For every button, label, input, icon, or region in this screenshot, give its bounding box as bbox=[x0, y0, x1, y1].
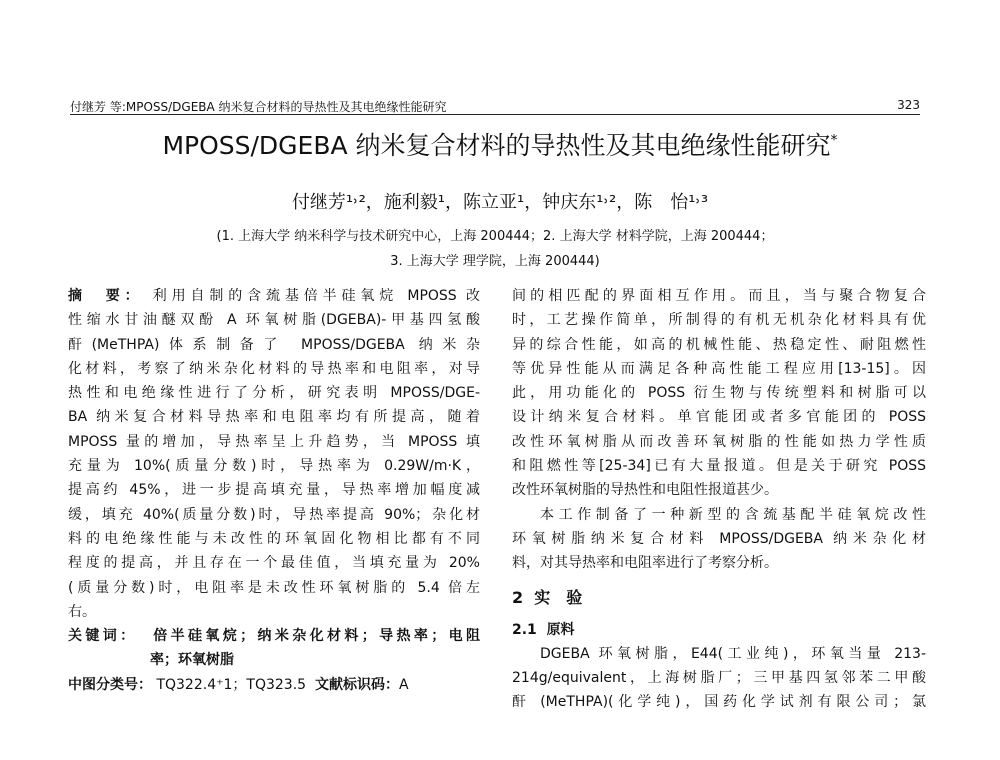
subsection-heading bbox=[512, 618, 926, 642]
subsection-number: 2.1 bbox=[512, 621, 537, 638]
text-line: 和阻燃性等[25-34]已有大量报道。但是关于研究 POSS bbox=[512, 458, 926, 475]
abstract-line: BA 纳米复合材料导热率和电阻率均有所提高，随着 bbox=[68, 409, 480, 426]
text-line: 间的相匹配的界面相互作用。而且，当与聚合物复合 bbox=[512, 288, 926, 304]
paper-title-text: MPOSS/DGEBA 纳米复合材料的导热性及其电绝缘性能研究 bbox=[162, 131, 831, 160]
subsection-title: 原料 bbox=[546, 621, 575, 638]
abstract-line: 料的电绝缘性能与未改性的环氧固化物相比都有不同 bbox=[68, 530, 480, 547]
keywords-line-2: 率；环氧树脂 bbox=[150, 652, 234, 669]
keywords-line bbox=[68, 624, 480, 648]
abstract-line bbox=[68, 284, 480, 308]
abstract-line: 化材料，考察了纳米杂化材料的导热率和电阻率，对导 bbox=[68, 360, 480, 377]
abstract-line: 提高约 45%，进一步提高填充量，导热率增加幅度减 bbox=[68, 482, 480, 499]
text-line: 环氧树脂纳米复合材料 MPOSS/DGEBA 纳米杂化材 bbox=[512, 530, 926, 547]
text-line: 改性环氧树脂从而改善环氧树脂的性能如热力学性质 bbox=[512, 433, 926, 450]
text-line: 料，对其导热率和电阻率进行了考察分析。 bbox=[512, 555, 778, 572]
text-line: 改性环氧树脂的导热性和电阻性报道甚少。 bbox=[512, 482, 778, 499]
keywords-label: 关键词： bbox=[68, 628, 138, 645]
paragraph-1 bbox=[512, 284, 926, 503]
text-line: 设计纳米复合材料。单官能团或者多官能团的 POSS bbox=[512, 409, 926, 426]
paragraph-2 bbox=[512, 503, 926, 576]
paper-title bbox=[70, 126, 930, 162]
title-footnote-mark: * bbox=[830, 132, 838, 149]
text-line: DGEBA 环氧树脂，E44(工业纯)，环氧当量 213- bbox=[540, 645, 926, 662]
abstract-line: 充量为 10%(质量分数)时，导热率为 0.29W/m·K， bbox=[68, 458, 480, 475]
classification bbox=[68, 673, 480, 697]
doc-code-value: A bbox=[398, 676, 409, 693]
section-number: 2 bbox=[512, 587, 524, 607]
abstract bbox=[68, 284, 480, 624]
right-column bbox=[512, 284, 926, 715]
running-header bbox=[70, 98, 920, 115]
clc-value: TQ322.4⁺1；TQ323.5 bbox=[156, 676, 307, 693]
abstract-text: 利用自制的含巯基倍半硅氧烷 MPOSS 改 bbox=[152, 288, 480, 304]
text-line: 本工作制备了一种新型的含巯基配半硅氧烷改性 bbox=[540, 506, 926, 523]
text-line: 此，用功能化的 POSS 衍生物与传统塑料和树脂可以 bbox=[512, 385, 926, 402]
page-number: 323 bbox=[897, 98, 920, 112]
text-line: 异的综合性能，如高的机械性能、热稳定性、耐阻燃性 bbox=[512, 336, 926, 353]
text-line: 等优异性能从而满足各种高性能工程应用[13-15]。因 bbox=[512, 360, 926, 377]
text-line: 时，工艺操作简单，所制得的有机无机杂化材料具有优 bbox=[512, 312, 926, 329]
keywords-text: 倍半硅氧烷；纳米杂化材料；导热率；电阻 bbox=[153, 628, 480, 645]
abstract-line: (质量分数)时，电阻率是未改性环氧树脂的 5.4 倍左 bbox=[68, 579, 480, 596]
affiliation-line-2: 3. 上海大学 理学院，上海 200444) bbox=[390, 254, 600, 269]
section-title: 实 验 bbox=[534, 587, 583, 607]
clc-label: 中图分类号： bbox=[68, 676, 152, 693]
abstract-line: 程度的提高，并且存在一个最佳值，当填充量为 20% bbox=[68, 555, 480, 572]
abstract-line: MPOSS 量的增加，导热率呈上升趋势，当 MPOSS 填 bbox=[68, 433, 480, 450]
abstract-line: 性缩水甘油醚双酚 A 环氧树脂(DGEBA)-甲基四氢酸 bbox=[68, 312, 480, 329]
abstract-label: 摘 要： bbox=[68, 288, 144, 304]
running-title: 付继芳 等:MPOSS/DGEBA 纳米复合材料的导热性及其电绝缘性能研究 bbox=[70, 100, 447, 114]
doc-code-label: 文献标识码： bbox=[314, 676, 399, 693]
text-line: 酐 (MeTHPA)(化学纯)，国药化学试剂有限公司；氯 bbox=[512, 694, 926, 711]
keywords bbox=[68, 624, 480, 673]
abstract-line: 酐(MeTHPA)体系制备了 MPOSS/DGEBA 纳米杂 bbox=[68, 336, 480, 353]
paragraph-3 bbox=[512, 642, 926, 715]
abstract-line: 缓，填充 40%(质量分数)时，导热率提高 90%；杂化材 bbox=[68, 506, 480, 523]
affiliation-line-1: (1. 上海大学 纳米科学与技术研究中心，上海 200444；2. 上海大学 材料学院，上海 200444； bbox=[216, 229, 774, 244]
author-list: 付继芳¹˒²，施利毅¹，陈立亚¹，钟庆东¹˒²，陈 怡¹˒³ bbox=[291, 192, 709, 213]
section-heading bbox=[512, 584, 926, 612]
text-line: 214g/equivalent，上海树脂厂；三甲基四氢邻苯二甲酸 bbox=[512, 670, 926, 687]
abstract-line: 热性和电绝缘性进行了分析，研究表明 MPOSS/DGE- bbox=[68, 385, 480, 402]
abstract-line: 右。 bbox=[68, 603, 96, 620]
left-column bbox=[68, 284, 480, 697]
